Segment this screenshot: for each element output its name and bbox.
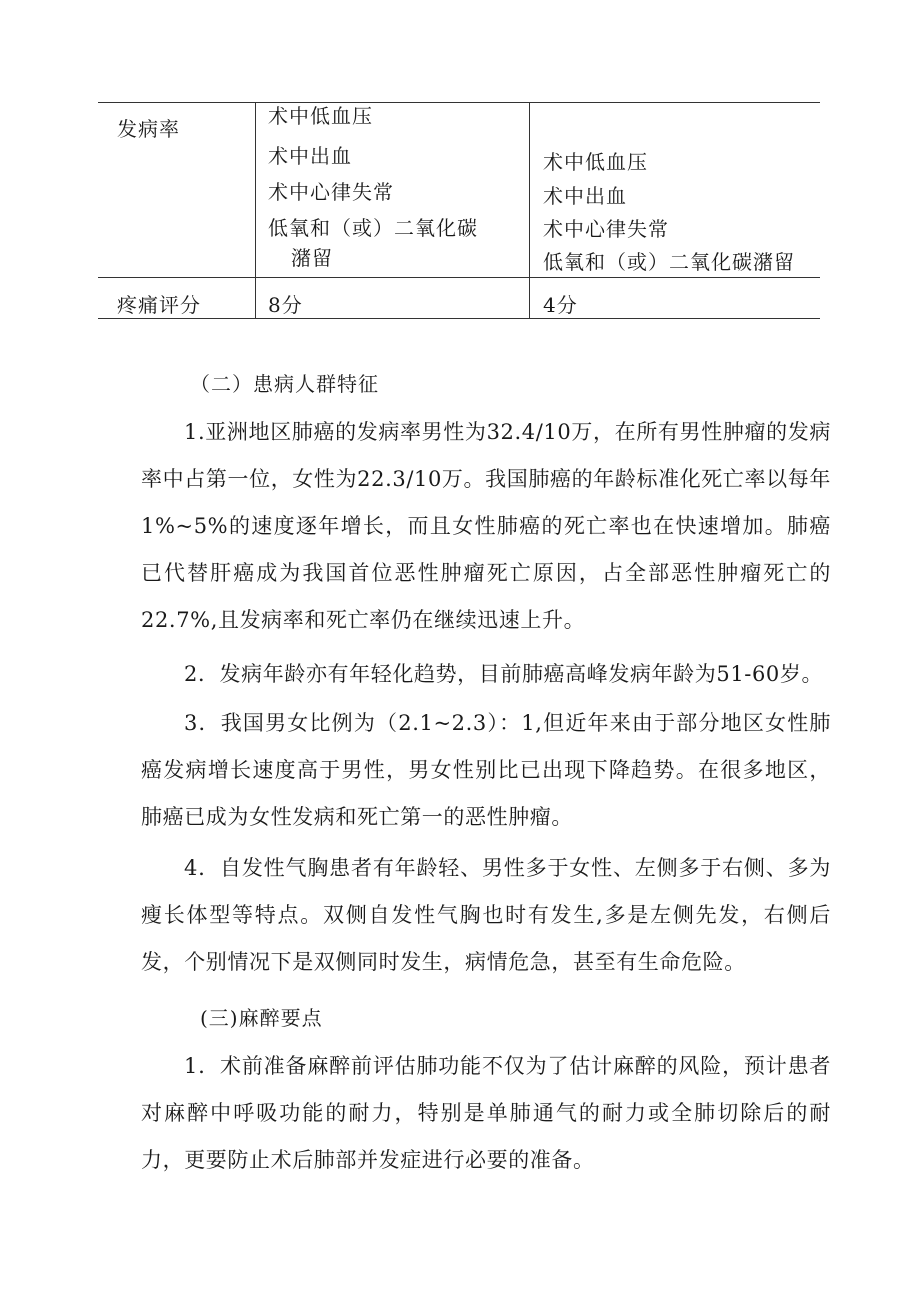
paragraph: 1．术前准备麻醉前评估肺功能不仅为了估计麻醉的风险，预计患者对麻醉中呼吸功能的耐力，特别是单肺通气的耐力或全肺切除后的耐力，更要防止术后肺部并发症进行必要的准备。	[141, 1054, 831, 1172]
table-cell-text: 术中心律失常	[268, 180, 394, 204]
paragraph: 2．发病年龄亦有年轻化趋势，目前肺癌高峰发病年龄为51-60岁。	[184, 662, 824, 686]
section-heading-anesthesia: (三)麻醉要点	[200, 1006, 323, 1030]
table-cell-text: 术中出血	[543, 184, 627, 208]
table-cell-text: 术中出血	[268, 144, 352, 168]
table-row-label-incidence: 发病率	[117, 117, 180, 141]
table-cell-text: 潴留	[291, 246, 333, 270]
table-column-divider-1	[255, 102, 256, 318]
table-cell-text: 术中低血压	[543, 150, 648, 174]
paragraph: 3．我国男女比例为（2.1~2.3）：1,但近年来由于部分地区女性肺癌发病增长速度高于男性，男女性别比已出现下降趋势。在很多地区，肺癌已成为女性发病和死亡第一的恶性肿瘤。	[141, 711, 831, 829]
table-cell-text: 术中低血压	[268, 104, 373, 128]
table-row-label-pain-score: 疼痛评分	[117, 293, 201, 317]
paragraph: 4．自发性气胸患者有年龄轻、男性多于女性、左侧多于右侧、多为瘦长体型等特点。双侧自发性气胸也时有发生,多是左侧先发，右侧后发，个别情况下是双侧同时发生，病情危急，甚至有生命危险。	[141, 856, 831, 974]
table-cell-text: 低氧和（或）二氧化碳潴留	[543, 250, 795, 274]
paragraph: 1.亚洲地区肺癌的发病率男性为32.4/10万，在所有男性肿瘤的发病率中占第一位，女性为22.3/10万。我国肺癌的年龄标准化死亡率以每年1%~5%的速度逐年增长，而且女性肺癌的死亡率也在快速增加。肺癌已代替肝癌成为我国首位恶性肿瘤死亡原因，占全部恶性肿瘤死亡的22.7%,且发病率和死亡率仍在继续迅速上升。	[141, 420, 831, 632]
table-bottom-border	[98, 318, 820, 319]
table-cell-text: 8分	[268, 293, 303, 317]
section-heading-population: （二）患病人群特征	[190, 372, 379, 396]
table-column-divider-2	[529, 102, 530, 318]
table-cell-text: 低氧和（或）二氧化碳	[268, 216, 478, 240]
table-cell-text: 术中心律失常	[543, 217, 669, 241]
table-top-border	[98, 102, 820, 103]
table-cell-text: 4分	[543, 293, 578, 317]
